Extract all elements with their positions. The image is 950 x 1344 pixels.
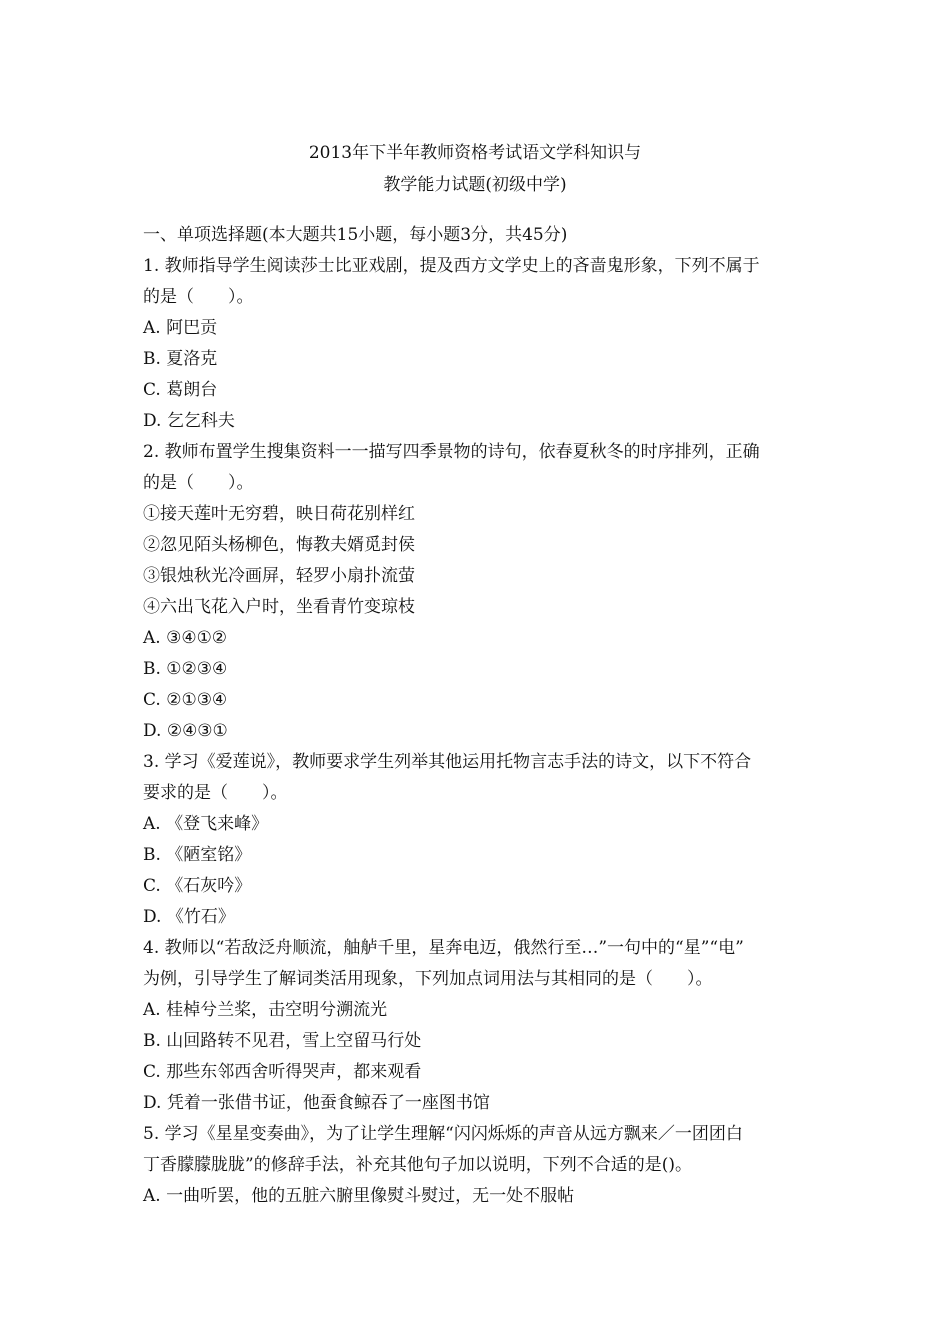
question-3-stem-line-2: 要求的是（ ）。: [143, 783, 288, 803]
question-3-option-a: A. 《登飞来峰》: [143, 814, 269, 834]
question-3-option-c: C. 《石灰吟》: [143, 876, 252, 896]
question-4-stem-line-2: 为例，引导学生了解词类活用现象，下列加点词用法与其相同的是（ ）。: [143, 969, 713, 989]
document-title-line-2: 教学能力试题(初级中学): [383, 175, 567, 195]
question-1-stem-line-1: 1. 教师指导学生阅读莎士比亚戏剧，提及西方文学史上的吝啬鬼形象，下列不属于: [143, 256, 760, 276]
question-4-option-c: C. 那些东邻西舍听得哭声，都来观看: [143, 1062, 422, 1082]
question-1-option-d: D. 乞乞科夫: [143, 411, 235, 431]
question-2-stem-line-1: 2. 教师布置学生搜集资料一一描写四季景物的诗句，依春夏秋冬的时序排列，正确: [143, 442, 760, 462]
question-5-option-a: A. 一曲听罢，他的五脏六腑里像熨斗熨过，无一处不服帖: [143, 1186, 575, 1206]
question-4-option-a: A. 桂棹兮兰桨，击空明兮溯流光: [143, 1000, 388, 1020]
question-2-verse-2: ②忽见陌头杨柳色，悔教夫婿觅封侯: [143, 535, 415, 555]
question-2-option-a: A. ③④①②: [143, 628, 228, 648]
question-2-option-d: D. ②④③①: [143, 721, 228, 741]
question-1-option-c: C. 葛朗台: [143, 380, 218, 400]
section-heading: 一、单项选择题(本大题共15小题，每小题3分，共45分): [143, 225, 568, 245]
question-2-option-c: C. ②①③④: [143, 690, 228, 710]
question-4-stem-line-1: 4. 教师以“若敌泛舟顺流，舳舻千里，星奔电迈，俄然行至…”一句中的“星”“电”: [143, 938, 744, 958]
question-2-stem-line-2: 的是（ ）。: [143, 473, 254, 493]
question-2-option-b: B. ①②③④: [143, 659, 228, 679]
document-body: [143, 220, 823, 1212]
question-2-verse-3: ③银烛秋光冷画屏，轻罗小扇扑流萤: [143, 566, 415, 586]
question-4-option-d: D. 凭着一张借书证，他蚕食鲸吞了一座图书馆: [143, 1093, 490, 1113]
document-title-line-1: 2013年下半年教师资格考试语文学科知识与: [308, 143, 642, 163]
question-3-stem-line-1: 3. 学习《爱莲说》，教师要求学生列举其他运用托物言志手法的诗文，以下不符合: [143, 752, 752, 772]
question-3-option-b: B. 《陋室铭》: [143, 845, 252, 865]
question-5-stem-line-1: 5. 学习《星星变奏曲》，为了让学生理解“闪闪烁烁的声音从远方飘来／一团团白: [143, 1124, 743, 1144]
question-2-verse-4: ④六出飞花入户时，坐看青竹变琼枝: [143, 597, 415, 617]
question-4-option-b: B. 山回路转不见君，雪上空留马行处: [143, 1031, 422, 1051]
question-1-option-a: A. 阿巴贡: [143, 318, 218, 338]
question-3-option-d: D. 《竹石》: [143, 907, 235, 927]
question-5-stem-line-2: 丁香朦朦胧胧”的修辞手法，补充其他句子加以说明，下列不合适的是()。: [143, 1155, 692, 1175]
question-1-stem-line-2: 的是（ ）。: [143, 287, 254, 307]
question-2-verse-1: ①接天莲叶无穷碧，映日荷花别样红: [143, 504, 415, 524]
question-1-option-b: B. 夏洛克: [143, 349, 218, 369]
